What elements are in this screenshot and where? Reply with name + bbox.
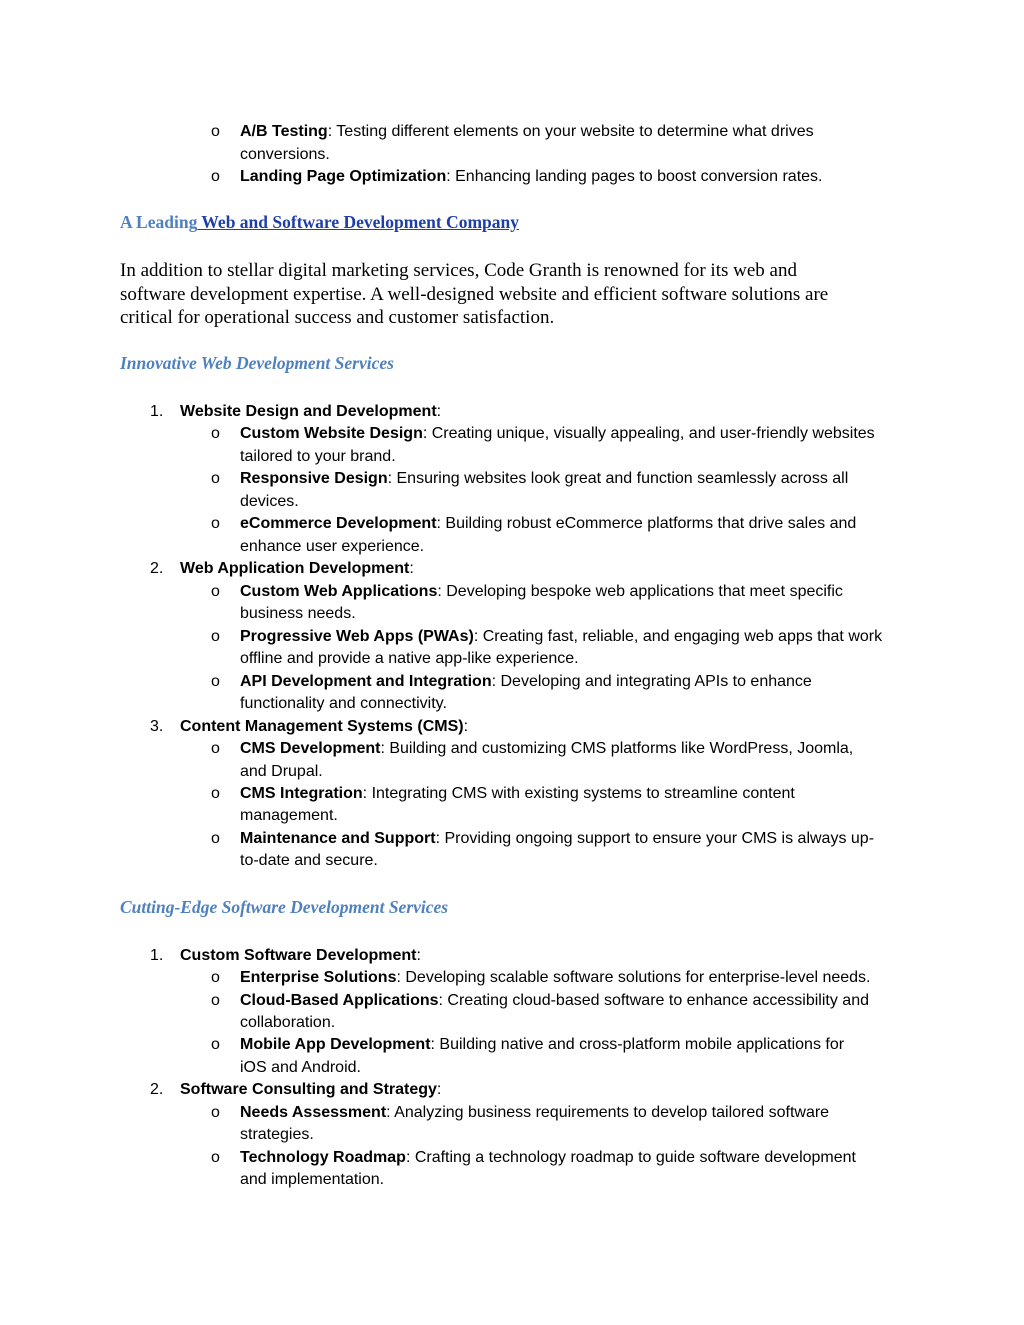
section-heading [120, 212, 519, 233]
bullet-marker: o [211, 785, 220, 802]
bullet-marker: o [211, 1149, 220, 1166]
item-continuation: business needs. [240, 605, 356, 622]
item-continuation: enhance user experience. [240, 538, 425, 555]
item-colon: : [436, 1081, 442, 1098]
number-marker: 3. [150, 718, 164, 735]
item-description: : Analyzing business requirements to develop tailored software [386, 1104, 830, 1121]
item-description: : Enhancing landing pages to boost conversion rates. [446, 168, 823, 185]
bullet-marker: o [211, 583, 220, 600]
item-title: Content Management Systems (CMS) [180, 718, 464, 735]
item-title: Progressive Web Apps (PWAs) [240, 628, 474, 645]
item-description: : Crafting a technology roadmap to guide software development [405, 1149, 856, 1166]
software-section-title: Cutting-Edge Software Development Services [120, 897, 449, 917]
bullet-marker: o [211, 992, 220, 1009]
item-title: Cloud-Based Applications [240, 992, 439, 1009]
item-title: Mobile App Development [240, 1036, 431, 1053]
item-title: Needs Assessment [240, 1104, 387, 1121]
item-description: : Building native and cross-platform mobile applications for [430, 1036, 845, 1053]
bullet-marker: o [211, 168, 220, 185]
item-title: Enterprise Solutions [240, 969, 397, 986]
item-description: : Providing ongoing support to ensure your CMS is always up- [435, 830, 875, 847]
intro-paragraph [120, 259, 828, 330]
item-continuation: strategies. [240, 1126, 314, 1143]
paragraph-line: In addition to stellar digital marketing services, Code Granth is renowned for its web and [120, 260, 797, 281]
item-description: : Creating unique, visually appealing, and user-friendly websites [422, 425, 875, 442]
bullet-marker: o [211, 425, 220, 442]
bullet-marker: o [211, 628, 220, 645]
item-description: : Creating fast, reliable, and engaging web apps that work [473, 628, 883, 645]
item-colon: : [409, 560, 414, 577]
item-continuation: tailored to your brand. [240, 448, 396, 465]
item-title: Landing Page Optimization [240, 168, 447, 185]
item-continuation: devices. [240, 493, 299, 510]
item-title: Custom Website Design [240, 425, 423, 442]
number-marker: 1. [150, 403, 164, 420]
item-title: Maintenance and Support [240, 830, 436, 847]
number-marker: 2. [150, 560, 164, 577]
item-title: Web Application Development [180, 560, 410, 577]
item-description: : Developing and integrating APIs to enhance [491, 673, 812, 690]
item-title: Custom Web Applications [240, 583, 438, 600]
bullet-marker: o [211, 123, 220, 140]
item-title: Technology Roadmap [240, 1149, 406, 1166]
item-continuation: to-date and secure. [240, 852, 378, 869]
number-marker: 2. [150, 1081, 164, 1098]
item-continuation: management. [240, 807, 338, 824]
item-continuation: collaboration. [240, 1014, 336, 1031]
item-continuation: conversions. [240, 146, 330, 163]
bullet-marker: o [211, 969, 220, 986]
web-section-title: Innovative Web Development Services [120, 353, 394, 373]
item-title: eCommerce Development [240, 515, 437, 532]
item-colon: : [416, 947, 421, 964]
item-description: : Building robust eCommerce platforms that drive sales and [436, 515, 857, 532]
item-description: : Integrating CMS with existing systems to streamline content [362, 785, 795, 802]
item-continuation: offline and provide a native app-like experience. [240, 650, 579, 667]
bullet-marker: o [211, 1104, 220, 1121]
bullet-marker: o [211, 1036, 220, 1053]
item-description: : Building and customizing CMS platforms like WordPress, Joomla, [380, 740, 854, 757]
item-continuation: and Drupal. [240, 763, 323, 780]
item-continuation: functionality and connectivity. [240, 695, 447, 712]
item-description: : Testing different elements on your website to determine what drives [327, 123, 814, 140]
item-continuation: iOS and Android. [240, 1059, 361, 1076]
item-title: CMS Development [240, 740, 381, 757]
bullet-marker: o [211, 830, 220, 847]
item-description: : Developing scalable software solutions for enterprise-level needs. [396, 969, 871, 986]
paragraph-line: critical for operational success and customer satisfaction. [120, 307, 555, 328]
heading-prefix: A Leading [120, 212, 198, 232]
item-colon: : [436, 403, 442, 420]
item-description: : Creating cloud-based software to enhance accessibility and [438, 992, 869, 1009]
item-title: Responsive Design [240, 470, 388, 487]
item-title: CMS Integration [240, 785, 363, 802]
item-colon: : [463, 718, 469, 735]
paragraph-line: software development expertise. A well-designed website and efficient software solutions are [120, 283, 829, 305]
item-continuation: and implementation. [240, 1171, 385, 1188]
item-description: : Developing bespoke web applications that meet specific [437, 583, 843, 600]
bullet-marker: o [211, 673, 220, 690]
item-title: API Development and Integration [240, 673, 492, 690]
item-description: : Ensuring websites look great and function seamlessly across all [387, 470, 849, 487]
item-title: Website Design and Development [180, 403, 437, 420]
bullet-marker: o [211, 470, 220, 487]
bullet-marker: o [211, 740, 220, 757]
item-title: A/B Testing [240, 123, 328, 140]
bullet-marker: o [211, 515, 220, 532]
item-title: Custom Software Development [180, 947, 417, 964]
number-marker: 1. [150, 947, 164, 964]
item-title: Software Consulting and Strategy [180, 1081, 437, 1098]
company-link[interactable]: Web and Software Development Company [197, 212, 519, 232]
